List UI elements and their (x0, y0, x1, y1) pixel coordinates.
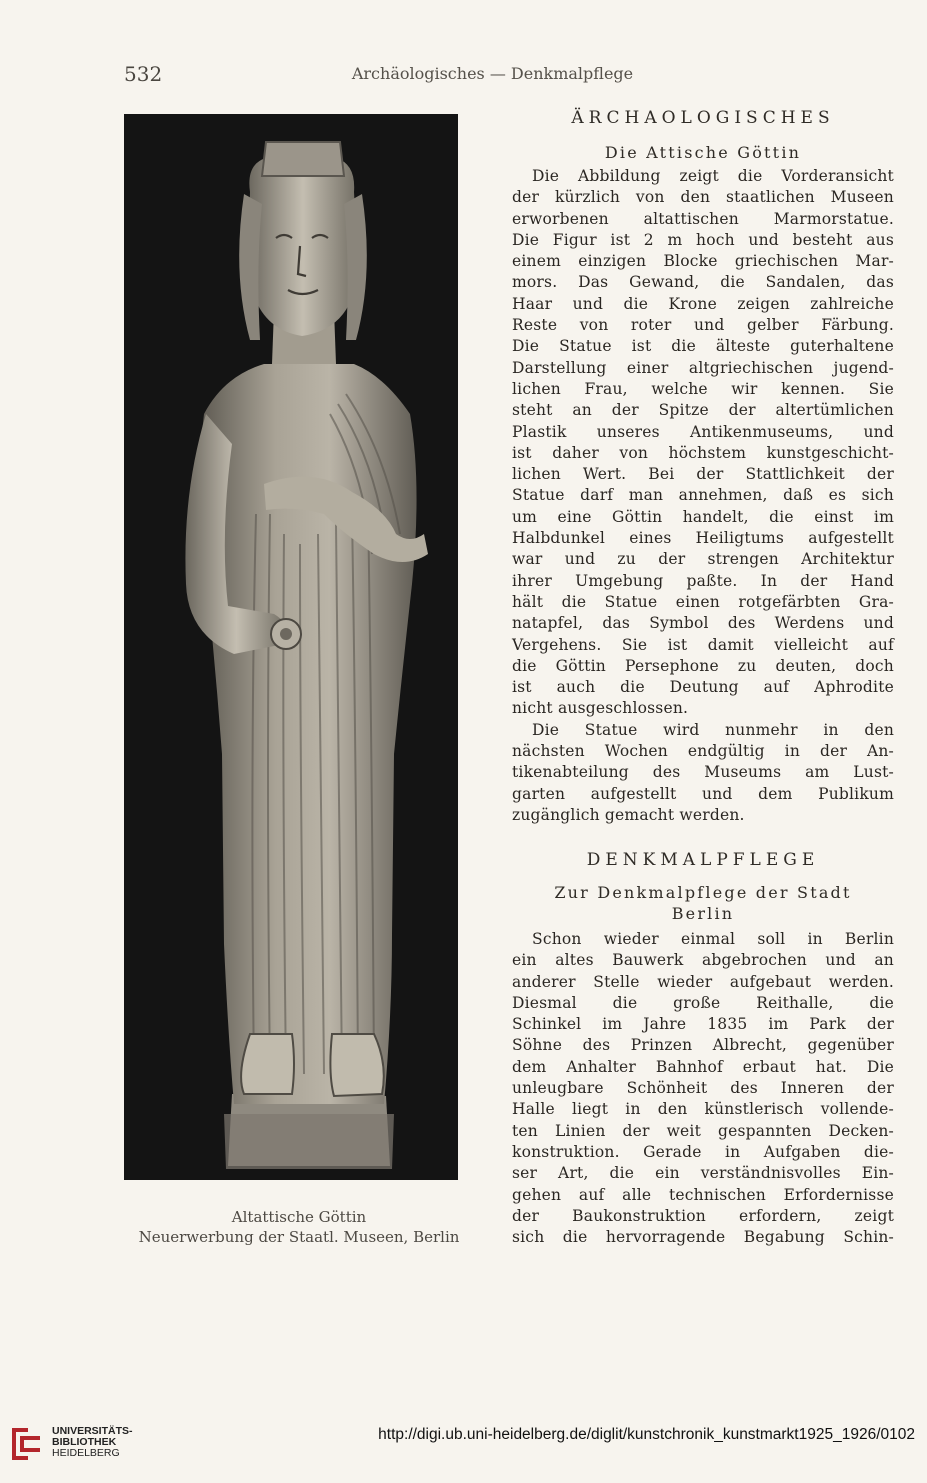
running-header: Archäologisches — Denkmalpflege (351, 64, 634, 83)
text-line: lichen Frau, welche wir kennen. Sie (512, 379, 894, 398)
text-line: Schinkel im Jahre 1835 im Park der (512, 1015, 894, 1034)
text-line: lichen Wert. Bei der Stattlichkeit der (512, 465, 894, 484)
library-emblem-icon (8, 1424, 44, 1464)
text-line: um eine Göttin handelt, die einst im (512, 507, 894, 526)
text-line: mors. Das Gewand, die Sandalen, das (512, 273, 894, 292)
logo-text-line3: HEIDELBERG (52, 1447, 120, 1459)
logo-text-line2: BIBLIOTHEK (52, 1436, 117, 1448)
text-line: ist auch die Deutung auf Aphrodite (512, 678, 894, 697)
text-line: Söhne des Prinzen Albrecht, gegenüber (512, 1036, 894, 1055)
article-body-berlin (512, 929, 894, 1248)
logo-text-line1: UNIVERSITÄTS- (52, 1425, 133, 1437)
text-line: tikenabteilung des Museums am Lust- (512, 763, 894, 782)
article-title-berlin-line2: Berlin (671, 904, 735, 923)
text-line: Darstellung einer altgriechischen jugend- (512, 358, 894, 377)
text-line: hält die Statue einen rotgefärbten Gra- (512, 592, 894, 611)
text-line: erworbenen altattischen Marmorstatue. (512, 209, 894, 228)
text-line: unleugbare Schönheit des Inneren der (512, 1079, 894, 1098)
text-line: natapfel, das Symbol des Werdens und (512, 614, 894, 633)
section-title-monument-preservation: DENKMALPFLEGE (586, 850, 820, 870)
text-line: gehen auf alle technischen Erfordernisse (512, 1185, 894, 1204)
text-line: nicht ausgeschlossen. (512, 699, 689, 718)
text-line: ein altes Bauwerk abgebrochen und an (512, 951, 894, 970)
text-line: einem einzigen Blocke griechischen Mar- (512, 252, 894, 271)
text-line: dem Anhalter Bahnhof erbaut hat. Die (512, 1057, 894, 1076)
text-line: ser Art, die ein verständnisvolles Ein- (512, 1164, 894, 1183)
text-line: nächsten Wochen endgültig in der An- (512, 742, 894, 761)
text-line: Statue darf man annehmen, daß es sich (512, 486, 894, 505)
section-title-archaeology: ÄRCHAOLOGISCHES (571, 108, 835, 128)
text-line: ten Linien der weit gespannten Decken- (512, 1121, 894, 1140)
source-url-link[interactable]: http://digi.ub.uni-heidelberg.de/diglit/kunstchronik_kunstmarkt1925_1926/0102 (378, 1426, 915, 1443)
text-line: Die Figur ist 2 m hoch und besteht aus (512, 230, 894, 249)
text-line: der Baukonstruktion erfordern, zeigt (512, 1206, 894, 1225)
figure-caption-title: Altattische Göttin (231, 1208, 367, 1226)
text-line: ist daher von höchstem kunstgeschicht- (512, 443, 894, 462)
article-title-berlin-line1: Zur Denkmalpflege der Stadt (554, 883, 852, 902)
page-number: 532 (124, 62, 163, 86)
text-line: Die Statue ist die älteste guterhaltene (512, 337, 894, 356)
text-line: anderer Stelle wieder aufgebaut werden. (512, 972, 894, 991)
text-line: Haar und die Krone zeigen zahlreiche (512, 294, 894, 313)
text-line: konstruktion. Gerade in Aufgaben die- (512, 1142, 894, 1161)
text-line: zugänglich gemacht werden. (512, 805, 745, 824)
text-line: war und zu der strengen Architektur (512, 550, 894, 569)
text-line: Halbdunkel eines Heiligtums aufgestellt (512, 529, 894, 548)
text-line: Plastik unseres Antikenmuseums, und (512, 422, 894, 441)
article-body-attic-goddess (512, 166, 894, 826)
text-line: Die Statue wird nunmehr in den (532, 720, 894, 739)
text-line: Halle liegt in den künstlerisch vollende- (512, 1100, 894, 1119)
text-line: der kürzlich von den staatlichen Museen (512, 188, 894, 207)
text-line: Die Abbildung zeigt die Vorderansicht (532, 167, 894, 185)
text-line: Reste von roter und gelber Färbung. (512, 316, 894, 335)
text-line: Diesmal die große Reithalle, die (512, 993, 894, 1012)
text-line: sich die hervorragende Begabung Schin- (512, 1228, 894, 1247)
text-line: Vergehens. Sie ist damit vielleicht auf (512, 635, 894, 654)
text-line: Schon wieder einmal soll in Berlin (532, 930, 894, 948)
text-line: die Göttin Persephone zu deuten, doch (512, 656, 894, 675)
text-line: steht an der Spitze der altertümlichen (512, 401, 894, 420)
figure-caption-credit: Neuerwerbung der Staatl. Museen, Berlin (138, 1228, 460, 1246)
library-logo[interactable] (8, 1418, 158, 1476)
statue-photograph (124, 114, 458, 1180)
text-line: ihrer Umgebung paßte. In der Hand (512, 571, 894, 590)
text-line: garten aufgestellt und dem Publikum (512, 784, 894, 803)
article-title-attic-goddess: Die Attische Göttin (604, 143, 802, 162)
